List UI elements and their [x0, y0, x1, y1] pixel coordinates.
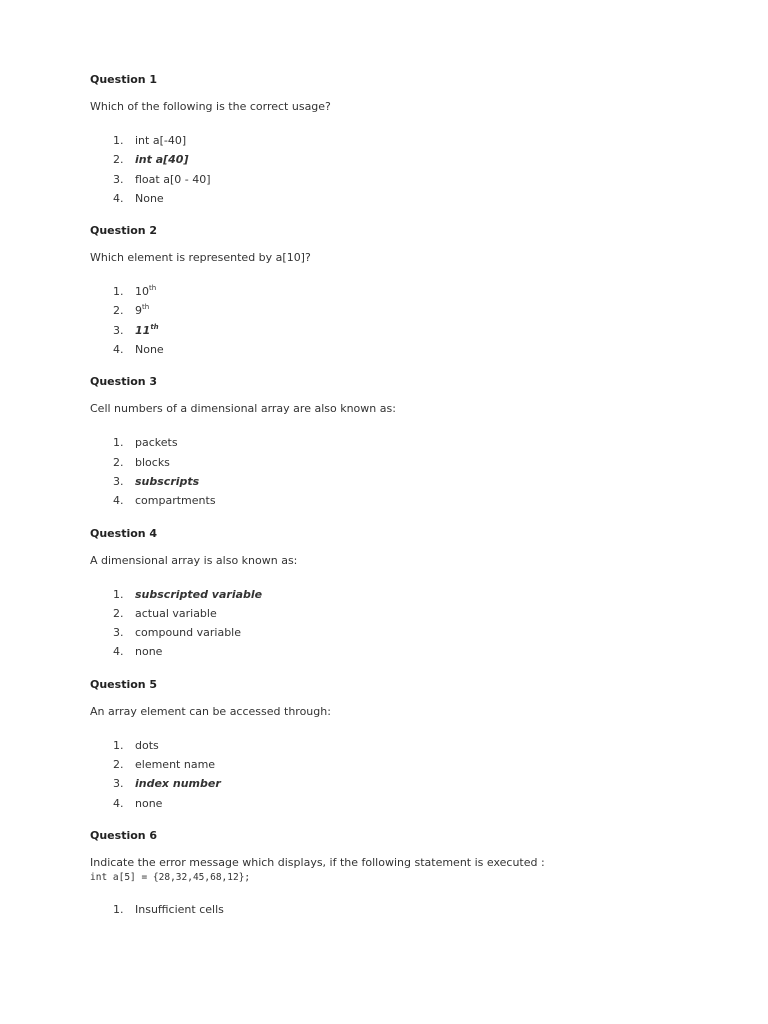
option-number: 4.: [113, 343, 124, 357]
question-title: Question 1: [90, 73, 158, 86]
question-block-1: [90, 72, 690, 208]
option-text: none: [135, 645, 163, 659]
option-number: 3.: [113, 777, 124, 791]
option-item: [90, 453, 690, 472]
option-text: actual variable: [135, 606, 217, 620]
document-page: [90, 72, 690, 934]
option-number: 1.: [113, 285, 124, 299]
option-number: 3.: [113, 172, 124, 186]
option-number: 4.: [113, 645, 124, 659]
option-text: dots: [135, 738, 159, 752]
option-item: [90, 623, 690, 642]
question-title: Question 5: [90, 677, 158, 691]
question-title: Question 3: [90, 375, 158, 389]
options-list: [90, 433, 690, 510]
question-text: An array element can be accessed through:: [90, 704, 331, 718]
option-item: [90, 282, 690, 301]
option-number: 3.: [113, 323, 124, 337]
question-title: Question 2: [90, 224, 158, 238]
option-text: int a[-40]: [135, 134, 187, 147]
question-title: Question 6: [90, 828, 158, 842]
option-item: [90, 491, 690, 510]
option-text: compound variable: [135, 626, 242, 640]
option-text-answer: [135, 324, 159, 337]
option-text-answer: int a[40]: [135, 153, 189, 167]
option-item-answer: [90, 472, 690, 491]
option-item: [90, 189, 690, 208]
option-text: float a[0 - 40]: [135, 172, 211, 186]
option-item-answer: [90, 321, 690, 340]
question-block-2: [90, 223, 690, 359]
option-text: none: [135, 796, 163, 810]
option-number: 1.: [113, 902, 124, 916]
option-item: [90, 433, 690, 452]
option-text: 10: [135, 285, 149, 299]
options-list: [90, 585, 690, 662]
options-list: [90, 131, 690, 208]
option-text: 11: [135, 323, 151, 337]
option-number: 2.: [113, 606, 124, 620]
question-text: A dimensional array is also known as:: [90, 553, 298, 567]
options-list: [90, 900, 690, 919]
option-number: 2.: [113, 304, 124, 318]
option-text: None: [135, 343, 164, 357]
question-block-5: [90, 677, 690, 813]
option-number: 1.: [113, 738, 124, 752]
option-item: [90, 794, 690, 813]
option-text: compartments: [135, 494, 216, 508]
question-text: Which of the following is the correct usage?: [90, 100, 331, 113]
option-item: [90, 340, 690, 359]
option-text: blocks: [135, 455, 170, 469]
option-item-answer: [90, 585, 690, 604]
option-number: 4.: [113, 494, 124, 508]
option-text-answer: subscripted variable: [135, 587, 263, 601]
code-snippet: int a[5] = {28,32,45,68,12};: [90, 871, 251, 883]
option-text: 9: [135, 304, 142, 318]
option-number: 3.: [113, 474, 124, 488]
option-item: [90, 900, 690, 919]
option-number: 4.: [113, 796, 124, 810]
options-list: [90, 736, 690, 813]
option-item-answer: [90, 150, 690, 169]
question-text: Indicate the error message which displays, if the following statement is executed :: [90, 855, 545, 869]
option-item: [90, 604, 690, 623]
option-item: [90, 736, 690, 755]
option-text: element name: [135, 758, 216, 772]
option-item: [90, 301, 690, 320]
question-text: Cell numbers of a dimensional array are also known as:: [90, 402, 396, 416]
option-item: [90, 642, 690, 661]
option-number: 3.: [113, 626, 124, 640]
option-number: 1.: [113, 134, 124, 147]
option-item-answer: [90, 774, 690, 793]
question-block-4: [90, 526, 690, 662]
question-block-6: [90, 828, 690, 919]
option-number: 2.: [113, 758, 124, 772]
question-text: Which element is represented by a[10]?: [90, 251, 311, 265]
option-item: [90, 755, 690, 774]
question-title: Question 4: [90, 526, 158, 540]
option-text-answer: index number: [135, 777, 221, 791]
option-text: Insufficient cells: [135, 902, 224, 916]
option-number: 1.: [113, 587, 124, 601]
option-number: 2.: [113, 455, 124, 469]
question-block-3: [90, 374, 690, 510]
option-superscript: th: [150, 322, 159, 331]
option-number: 1.: [113, 436, 124, 450]
option-item: [90, 131, 690, 150]
option-text: packets: [135, 436, 178, 450]
option-number: 4.: [113, 191, 124, 205]
option-superscript: th: [142, 303, 150, 312]
option-number: 2.: [113, 153, 124, 167]
option-superscript: th: [149, 284, 157, 293]
option-text: None: [135, 191, 164, 205]
option-item: [90, 170, 690, 189]
option-text-answer: subscripts: [135, 474, 200, 488]
options-list: [90, 282, 690, 359]
